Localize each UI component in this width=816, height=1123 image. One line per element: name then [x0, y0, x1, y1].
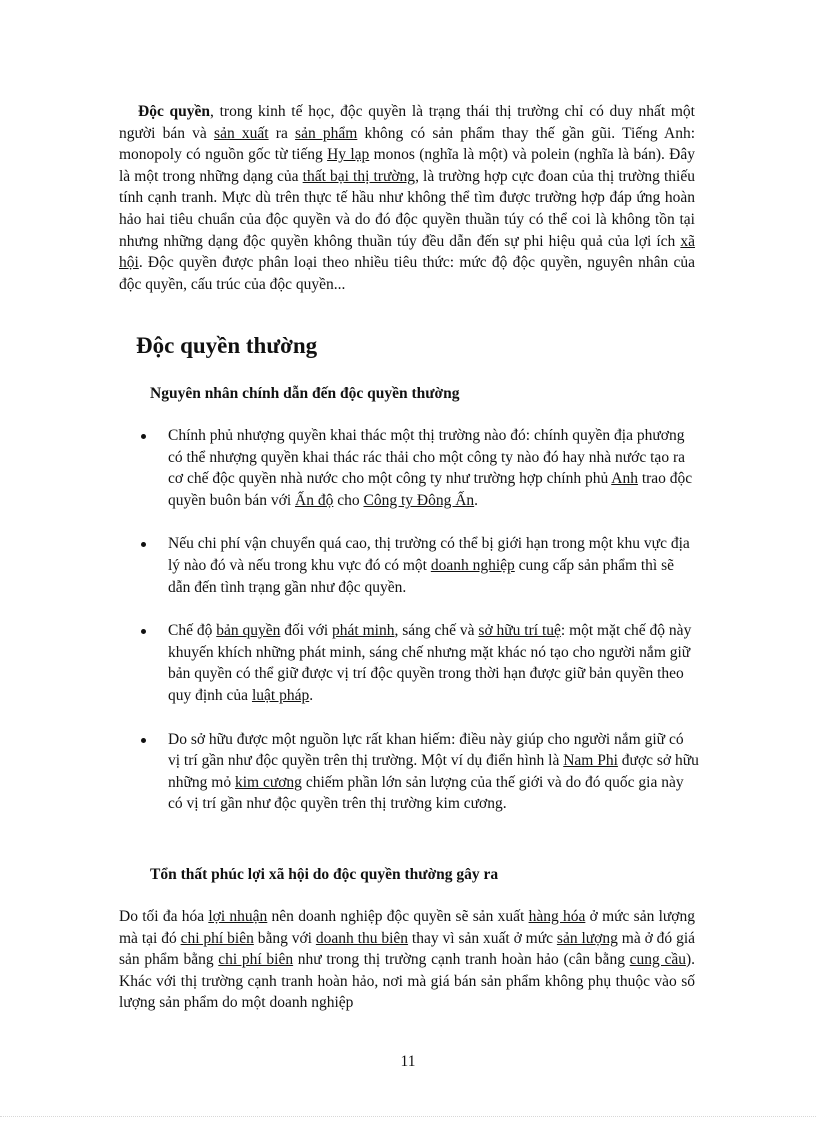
link-kim-cuong[interactable]: kim cương: [234, 773, 302, 791]
link-cong-ty-dong-an[interactable]: Công ty Đông Ấn: [363, 491, 475, 509]
text-run: monos (nghĩa là một) và polein (nghĩa là bán). Đây là một trong những dạng của: [119, 146, 696, 185]
text-run: như trong thị trường cạnh tranh hoàn hảo (cân bằng: [293, 951, 630, 969]
text-run: thay vì sản xuất ở mức: [408, 929, 557, 947]
page-bottom-divider: [0, 1116, 816, 1118]
link-so-huu-tri-tue[interactable]: sở hữu trí tuệ: [478, 622, 561, 640]
link-that-bai-thi-truong[interactable]: thất bại thị trường: [302, 167, 416, 185]
text-run: Nếu chi phí vận chuyển quá cao, thị trường có thể bị giới hạn trong một khu vực địa lý nào đó và nếu trong khu vực đó có một: [168, 535, 690, 574]
link-nam-phi[interactable]: Nam Phi: [563, 752, 618, 770]
link-san-pham[interactable]: sản phẩm: [295, 124, 358, 142]
text-run: .: [474, 491, 479, 509]
link-hy-lap[interactable]: Hy lạp: [327, 146, 370, 164]
link-san-luong[interactable]: sản lượng: [556, 929, 618, 947]
link-chi-phi-bien[interactable]: chi phí biên: [180, 929, 254, 947]
text-run: : một mặt chế độ này khuyến khích những phát minh, sáng chế nhưng mặt khác nó tạo cho người nắm giữ bản quyền có thể giữ được vị trí độc quyền trong thời hạn được giữ bản quyền theo quy định của: [168, 622, 692, 704]
link-doanh-nghiep[interactable]: doanh nghiệp: [430, 556, 515, 574]
text-run: không có sản phẩm thay thế gần gũi. Tiếng Anh: monopoly có nguồn gốc từ tiếng: [119, 124, 696, 164]
link-luat-phap[interactable]: luật pháp: [251, 686, 310, 704]
bullet-icon: [141, 434, 146, 439]
causes-list: [139, 425, 699, 837]
text-run: chiếm phần lớn sản lượng của thế giới và do đó quốc gia này có vị trí gần như độc quyền trên thị trường kim cương.: [168, 773, 684, 813]
text-run: .: [309, 686, 314, 704]
list-item: [139, 533, 699, 598]
link-loi-nhuan[interactable]: lợi nhuận: [208, 908, 268, 925]
text-run: , là trường hợp cực đoan của thị trường thiếu tính cạnh tranh. Mực dù trên thực tế hầu như không thể tìm được trường hợp đáp ứng hoàn hảo hai tiêu chuẩn của độc quyền và do đó độc quyền thuần túy có thể coi là không tồn tại nhưng những dạng độc quyền không thuần túy đều dẫn đến sự phi hiệu quả của lợi ích: [119, 167, 695, 250]
text-run: , sáng chế và: [394, 622, 479, 640]
text-run: cho: [333, 491, 364, 509]
link-ban-quyen[interactable]: bản quyền: [216, 622, 281, 640]
bullet-icon: [141, 629, 146, 634]
text-run: , trong kinh tế học, độc quyền là trạng thái thị trường chỉ có duy nhất một người bán và: [119, 103, 695, 142]
text-run: bằng với: [253, 929, 316, 947]
text-run: mà ở đó giá sản phẩm bằng: [119, 929, 696, 969]
text-run: ). Khác với thị trường cạnh tranh hoàn hảo, nơi mà giá bán sản phẩm không phụ thuộc vào số lượng sản phẩm do một doanh nghiệp: [119, 951, 696, 1012]
section-heading: Độc quyền thường: [136, 333, 318, 358]
text-run: Chế độ: [168, 622, 217, 640]
list-item: [139, 425, 699, 511]
bullet-icon: [141, 738, 146, 743]
text-run: cung cấp sản phẩm thì sẽ dẫn đến tình trạng gần như độc quyền.: [168, 556, 675, 596]
link-san-xuat[interactable]: sản xuất: [214, 124, 269, 142]
list-item: [139, 620, 699, 706]
bullet-icon: [141, 542, 146, 547]
subsection-heading-causes: Nguyên nhân chính dẫn đến độc quyền thường: [150, 385, 460, 402]
welfare-paragraph: [119, 906, 695, 1014]
link-phat-minh[interactable]: phát minh: [332, 622, 395, 640]
link-anh[interactable]: Anh: [611, 470, 638, 488]
link-an-do[interactable]: Ấn độ: [295, 491, 334, 509]
link-doanh-thu-bien[interactable]: doanh thu biên: [315, 929, 409, 947]
text-run: Do sở hữu được một nguồn lực rất khan hiếm: điều này giúp cho người nắm giữ có vị trí gần như độc quyền trên thị trường. Một ví dụ điển hình là: [168, 730, 684, 770]
list-item: [139, 729, 699, 815]
text-run: trao độc quyền buôn bán với: [168, 470, 693, 509]
text-run: ra: [268, 124, 296, 142]
link-xa-hoi[interactable]: xã hội: [119, 232, 695, 272]
term-bold: Độc quyền: [138, 103, 211, 120]
text-run: ở mức sản lượng mà tại đó: [119, 908, 695, 947]
link-cung-cau[interactable]: cung cầu: [629, 951, 686, 969]
text-run: được sở hữu những mỏ: [168, 752, 699, 791]
text-run: Do tối đa hóa: [119, 908, 209, 925]
subsection-heading-welfare-loss: Tổn thất phúc lợi xã hội do độc quyền thường gây ra: [150, 866, 499, 883]
intro-paragraph: [119, 101, 695, 295]
link-chi-phi-bien-2[interactable]: chi phí biên: [218, 951, 294, 969]
text-run: Chính phủ nhượng quyền khai thác một thị trường nào đó: chính quyền địa phương có thể nhượng quyền khai thác rác thải cho một công ty nào đó hay nhà nước tạo ra cơ chế độc quyền nhà nước cho một công ty như trường hợp chính phủ: [168, 427, 685, 488]
link-hang-hoa[interactable]: hàng hóa: [528, 908, 586, 925]
text-run: đối với: [280, 622, 333, 640]
page-number: 11: [400, 1053, 416, 1070]
text-run: . Độc quyền được phân loại theo nhiều tiêu thức: mức độ độc quyền, nguyên nhân của độc quyền, cấu trúc của độc quyền...: [119, 254, 695, 293]
text-run: nên doanh nghiệp độc quyền sẽ sản xuất: [267, 908, 529, 925]
